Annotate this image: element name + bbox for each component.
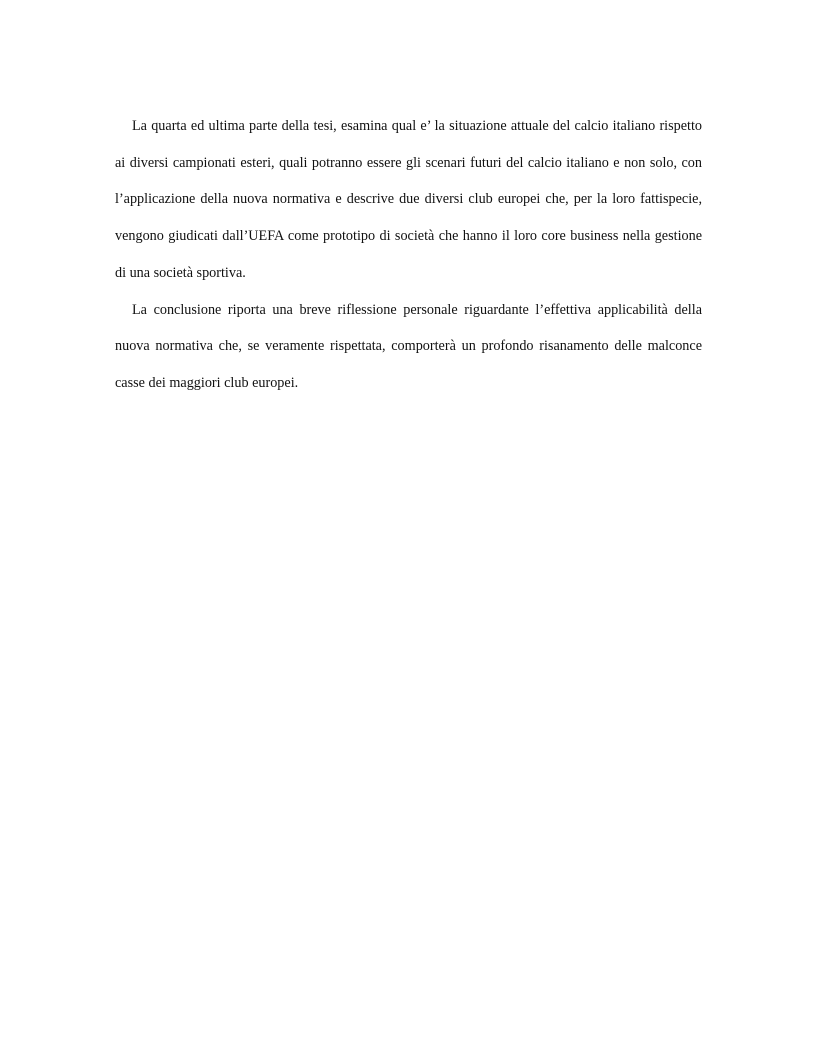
paragraph-thesis-part-four: La quarta ed ultima parte della tesi, esamina qual e’ la situazione attuale del calcio italiano rispetto ai diversi campionati esteri, quali potranno essere gli scenari futuri del calcio italiano e non solo, con l’applicazione della nuova normativa e descrive due diversi club europei che, per la loro fattispecie, vengono giudicati dall’UEFA come prototipo di società che hanno il loro core business nella gestione di una società sportiva. [115,118,702,281]
paragraph-conclusion: La conclusione riporta una breve riflessione personale riguardante l’effettiva applicabilità della nuova normativa che, se veramente rispettata, comporterà un profondo risanamento delle malconce casse dei maggiori club europei. [115,301,702,391]
body-text [115,108,702,402]
